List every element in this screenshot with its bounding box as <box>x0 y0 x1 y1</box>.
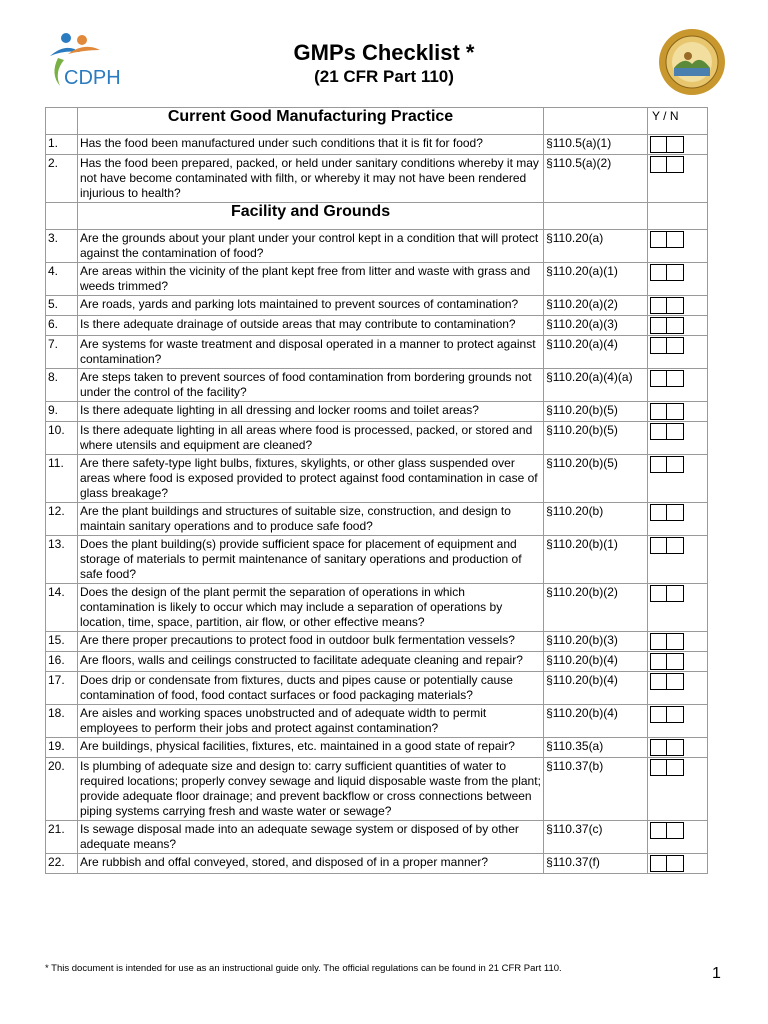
yn-boxes <box>650 423 705 440</box>
yn-boxes <box>650 370 705 387</box>
document-subtitle: (21 CFR Part 110) <box>314 67 454 86</box>
checklist-row <box>46 738 708 758</box>
footnote: * This document is intended for use as an instructional guide only. The official regulations can be found in 21 CFR Part 110. <box>45 963 562 974</box>
no-checkbox[interactable] <box>667 317 684 334</box>
page-number: 1 <box>712 965 721 982</box>
item-number: 3. <box>46 230 78 263</box>
no-checkbox[interactable] <box>667 855 684 872</box>
item-question: Are there proper precautions to protect food in outdoor bulk fermentation vessels? <box>77 632 543 652</box>
empty-cell <box>544 203 648 230</box>
item-number: 1. <box>46 135 78 155</box>
no-checkbox[interactable] <box>667 337 684 354</box>
checklist-row <box>46 455 708 503</box>
checklist-row <box>46 263 708 296</box>
yn-boxes <box>650 706 705 723</box>
item-question: Has the food been prepared, packed, or held under sanitary conditions whereby it may not have become contaminated with filth, or whereby it may not have been rendered injurious to health? <box>77 155 543 203</box>
item-question: Has the food been manufactured under such conditions that it is fit for food? <box>77 135 543 155</box>
regulation-reference: §110.5(a)(1) <box>544 135 648 155</box>
regulation-reference: §110.20(b)(4) <box>544 672 648 705</box>
checklist-row <box>46 155 708 203</box>
yn-boxes <box>650 855 705 872</box>
item-question: Is plumbing of adequate size and design to: carry sufficient quantities of water to required locations; properly convey sewage and liquid disposable waste from the plant; provide adequate floor drainage; and prevent backflow or cross connections between piping systems carrying fresh and waste water or sewage? <box>77 758 543 821</box>
item-number: 6. <box>46 316 78 336</box>
regulation-reference: §110.20(a)(3) <box>544 316 648 336</box>
yn-header: Y / N <box>652 109 679 123</box>
checklist-row <box>46 402 708 422</box>
no-checkbox[interactable] <box>667 822 684 839</box>
empty-cell <box>46 108 78 135</box>
no-checkbox[interactable] <box>667 456 684 473</box>
no-checkbox[interactable] <box>667 264 684 281</box>
no-checkbox[interactable] <box>667 585 684 602</box>
yes-checkbox[interactable] <box>650 706 667 723</box>
item-number: 16. <box>46 652 78 672</box>
yn-boxes <box>650 759 705 776</box>
item-question: Are the plant buildings and structures of suitable size, construction, and design to maintain sanitary operations and to produce safe food? <box>77 503 543 536</box>
yn-cell <box>648 135 708 155</box>
regulation-reference: §110.20(b)(2) <box>544 584 648 632</box>
no-checkbox[interactable] <box>667 673 684 690</box>
yn-cell <box>648 402 708 422</box>
checklist-row <box>46 316 708 336</box>
yes-checkbox[interactable] <box>650 673 667 690</box>
yn-cell <box>648 263 708 296</box>
item-question: Are floors, walls and ceilings constructed to facilitate adequate cleaning and repair? <box>77 652 543 672</box>
no-checkbox[interactable] <box>667 156 684 173</box>
yn-cell <box>648 230 708 263</box>
yes-checkbox[interactable] <box>650 231 667 248</box>
item-number: 15. <box>46 632 78 652</box>
checklist-row <box>46 584 708 632</box>
item-question: Are buildings, physical facilities, fixtures, etc. maintained in a good state of repair? <box>77 738 543 758</box>
yn-cell <box>648 316 708 336</box>
yes-checkbox[interactable] <box>650 370 667 387</box>
yes-checkbox[interactable] <box>650 337 667 354</box>
yn-cell <box>648 536 708 584</box>
yn-header-cell <box>648 108 708 135</box>
no-checkbox[interactable] <box>667 633 684 650</box>
yn-boxes <box>650 633 705 650</box>
checklist-row <box>46 503 708 536</box>
no-checkbox[interactable] <box>667 297 684 314</box>
regulation-reference: §110.37(c) <box>544 821 648 854</box>
empty-cell <box>46 203 78 230</box>
regulation-reference: §110.5(a)(2) <box>544 155 648 203</box>
item-question: Are areas within the vicinity of the plant kept free from litter and waste with grass and weeds trimmed? <box>77 263 543 296</box>
no-checkbox[interactable] <box>667 370 684 387</box>
item-question: Does the design of the plant permit the separation of operations in which contamination is likely to occur which may include a separation of operations by location, time, space, partition, air flow, or other effective means? <box>77 584 543 632</box>
yn-boxes <box>650 317 705 334</box>
svg-text:CDPH: CDPH <box>64 67 121 89</box>
regulation-reference: §110.37(b) <box>544 758 648 821</box>
yn-cell <box>648 632 708 652</box>
no-checkbox[interactable] <box>667 136 684 153</box>
checklist-row <box>46 705 708 738</box>
item-question: Is there adequate drainage of outside areas that may contribute to contamination? <box>77 316 543 336</box>
item-number: 4. <box>46 263 78 296</box>
yn-boxes <box>650 456 705 473</box>
yes-checkbox[interactable] <box>650 297 667 314</box>
yn-boxes <box>650 403 705 420</box>
checklist-row <box>46 821 708 854</box>
no-checkbox[interactable] <box>667 504 684 521</box>
item-number: 20. <box>46 758 78 821</box>
yn-cell <box>648 369 708 402</box>
regulation-reference: §110.35(a) <box>544 738 648 758</box>
item-question: Is there adequate lighting in all areas where food is processed, packed, or stored and where utensils and equipment are cleaned? <box>77 422 543 455</box>
yn-cell <box>648 503 708 536</box>
item-number: 14. <box>46 584 78 632</box>
checklist-row <box>46 652 708 672</box>
regulation-reference: §110.20(a)(4)(a) <box>544 369 648 402</box>
section-header-row <box>46 203 708 230</box>
no-checkbox[interactable] <box>667 739 684 756</box>
yn-boxes <box>650 136 705 153</box>
yn-cell <box>648 155 708 203</box>
yn-boxes <box>650 337 705 354</box>
yn-boxes <box>650 739 705 756</box>
yes-checkbox[interactable] <box>650 585 667 602</box>
yn-boxes <box>650 822 705 839</box>
yn-cell <box>648 672 708 705</box>
item-question: Is there adequate lighting in all dressing and locker rooms and toilet areas? <box>77 402 543 422</box>
regulation-reference: §110.20(a) <box>544 230 648 263</box>
item-number: 10. <box>46 422 78 455</box>
regulation-reference: §110.20(b)(1) <box>544 536 648 584</box>
no-checkbox[interactable] <box>667 423 684 440</box>
item-number: 21. <box>46 821 78 854</box>
yes-checkbox[interactable] <box>650 156 667 173</box>
yes-checkbox[interactable] <box>650 136 667 153</box>
item-number: 22. <box>46 854 78 874</box>
yes-checkbox[interactable] <box>650 822 667 839</box>
yn-cell <box>648 455 708 503</box>
checklist-row <box>46 336 708 369</box>
item-number: 11. <box>46 455 78 503</box>
item-number: 7. <box>46 336 78 369</box>
yn-boxes <box>650 673 705 690</box>
yes-checkbox[interactable] <box>650 759 667 776</box>
yes-checkbox[interactable] <box>650 264 667 281</box>
item-number: 8. <box>46 369 78 402</box>
checklist-row <box>46 296 708 316</box>
yes-checkbox[interactable] <box>650 739 667 756</box>
regulation-reference: §110.20(a)(4) <box>544 336 648 369</box>
section-header-row <box>46 108 708 135</box>
item-question: Are systems for waste treatment and disposal operated in a manner to protect against contamination? <box>77 336 543 369</box>
checklist-row <box>46 854 708 874</box>
item-number: 12. <box>46 503 78 536</box>
yes-checkbox[interactable] <box>650 456 667 473</box>
yn-cell <box>648 584 708 632</box>
california-seal <box>658 28 726 96</box>
item-number: 5. <box>46 296 78 316</box>
no-checkbox[interactable] <box>667 403 684 420</box>
item-number: 2. <box>46 155 78 203</box>
regulation-reference: §110.20(b)(3) <box>544 632 648 652</box>
item-question: Are there safety-type light bulbs, fixtures, skylights, or other glass suspended over areas where food is exposed provided to protect against food contamination in case of glass breakage? <box>77 455 543 503</box>
item-number: 19. <box>46 738 78 758</box>
document-title: GMPs Checklist * <box>293 40 475 65</box>
document-header <box>0 0 768 105</box>
checklist-row <box>46 135 708 155</box>
checklist-row <box>46 758 708 821</box>
yn-cell <box>648 652 708 672</box>
regulation-reference: §110.20(b)(5) <box>544 422 648 455</box>
yn-cell <box>648 738 708 758</box>
regulation-reference: §110.20(a)(2) <box>544 296 648 316</box>
yn-boxes <box>650 264 705 281</box>
yn-boxes <box>650 504 705 521</box>
item-question: Are aisles and working spaces unobstructed and of adequate width to permit employees to perform their jobs and protect against contamination? <box>77 705 543 738</box>
yes-checkbox[interactable] <box>650 633 667 650</box>
item-number: 13. <box>46 536 78 584</box>
regulation-reference: §110.37(f) <box>544 854 648 874</box>
checklist-row <box>46 536 708 584</box>
section-title: Current Good Manufacturing Practice <box>77 108 543 135</box>
yn-boxes <box>650 653 705 670</box>
yn-cell <box>648 705 708 738</box>
yes-checkbox[interactable] <box>650 653 667 670</box>
yn-boxes <box>650 585 705 602</box>
checklist-row <box>46 672 708 705</box>
yn-boxes <box>650 297 705 314</box>
item-question: Are roads, yards and parking lots maintained to prevent sources of contamination? <box>77 296 543 316</box>
regulation-reference: §110.20(b)(5) <box>544 455 648 503</box>
no-checkbox[interactable] <box>667 231 684 248</box>
regulation-reference: §110.20(b)(4) <box>544 652 648 672</box>
item-question: Are steps taken to prevent sources of food contamination from bordering grounds not under the control of the facility? <box>77 369 543 402</box>
yes-checkbox[interactable] <box>650 855 667 872</box>
item-question: Does the plant building(s) provide sufficient space for placement of equipment and storage of materials to permit maintenance of sanitary operations and production of safe food? <box>77 536 543 584</box>
regulation-reference: §110.20(a)(1) <box>544 263 648 296</box>
yn-cell <box>648 821 708 854</box>
checklist-row <box>46 422 708 455</box>
yes-checkbox[interactable] <box>650 403 667 420</box>
regulation-reference: §110.20(b)(4) <box>544 705 648 738</box>
yes-checkbox[interactable] <box>650 504 667 521</box>
item-question: Are rubbish and offal conveyed, stored, and disposed of in a proper manner? <box>77 854 543 874</box>
regulation-reference: §110.20(b) <box>544 503 648 536</box>
gmp-checklist-table <box>45 107 708 874</box>
item-number: 17. <box>46 672 78 705</box>
yn-boxes <box>650 156 705 173</box>
item-question: Does drip or condensate from fixtures, ducts and pipes cause or potentially cause contamination of food, food contact surfaces or food packaging materials? <box>77 672 543 705</box>
item-number: 9. <box>46 402 78 422</box>
yn-cell <box>648 336 708 369</box>
item-question: Are the grounds about your plant under your control kept in a condition that will protect against the contamination of food? <box>77 230 543 263</box>
yn-boxes <box>650 537 705 554</box>
yn-cell <box>648 422 708 455</box>
yn-boxes <box>650 231 705 248</box>
empty-cell <box>544 108 648 135</box>
no-checkbox[interactable] <box>667 537 684 554</box>
yes-checkbox[interactable] <box>650 537 667 554</box>
item-number: 18. <box>46 705 78 738</box>
yes-checkbox[interactable] <box>650 423 667 440</box>
no-checkbox[interactable] <box>667 759 684 776</box>
item-question: Is sewage disposal made into an adequate sewage system or disposed of by other adequate means? <box>77 821 543 854</box>
checklist-row <box>46 632 708 652</box>
yn-cell <box>648 296 708 316</box>
section-title: Facility and Grounds <box>77 203 543 230</box>
checklist-row <box>46 369 708 402</box>
checklist-row <box>46 230 708 263</box>
yn-cell <box>648 758 708 821</box>
empty-cell <box>648 203 708 230</box>
regulation-reference: §110.20(b)(5) <box>544 402 648 422</box>
no-checkbox[interactable] <box>667 706 684 723</box>
yes-checkbox[interactable] <box>650 317 667 334</box>
no-checkbox[interactable] <box>667 653 684 670</box>
yn-cell <box>648 854 708 874</box>
